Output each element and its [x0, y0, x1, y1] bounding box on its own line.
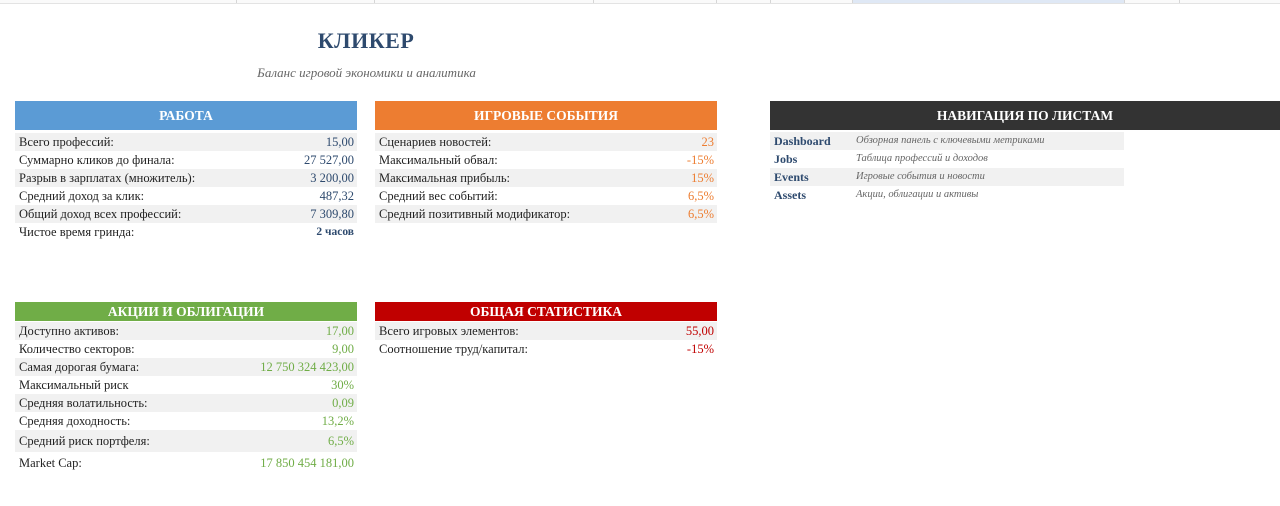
- row-label: Средний позитивный модификатор:: [379, 207, 571, 221]
- nav-link[interactable]: Dashboard: [774, 134, 831, 148]
- table-row[interactable]: [375, 322, 717, 340]
- row-label: Доступно активов:: [19, 324, 119, 338]
- table-row[interactable]: [375, 340, 717, 358]
- column-separator: [852, 0, 853, 3]
- nav-item-assets[interactable]: [770, 186, 1124, 204]
- row-value: 15%: [691, 171, 714, 185]
- row-label: Средний вес событий:: [379, 189, 498, 203]
- row-value: 2 часов: [316, 226, 354, 238]
- jobs-table: [15, 133, 357, 241]
- events-header[interactable]: ИГРОВЫЕ СОБЫТИЯ: [375, 101, 717, 130]
- events-panel: [375, 101, 717, 223]
- row-label: Всего профессий:: [19, 135, 114, 149]
- row-value: 30%: [331, 378, 354, 392]
- row-label: Количество секторов:: [19, 342, 135, 356]
- row-label: Максимальный обвал:: [379, 153, 498, 167]
- table-row[interactable]: [15, 223, 357, 241]
- table-row[interactable]: [375, 169, 717, 187]
- row-label: Market Cap:: [19, 456, 82, 470]
- table-row[interactable]: [15, 376, 357, 394]
- nav-description: Акции, облигации и активы: [856, 189, 979, 200]
- table-row[interactable]: [375, 187, 717, 205]
- row-value: 17 850 454 181,00: [260, 456, 354, 470]
- selected-columns-strip: [852, 0, 1124, 3]
- table-row[interactable]: [15, 412, 357, 430]
- column-separator: [236, 0, 237, 3]
- row-label: Средняя доходность:: [19, 414, 131, 428]
- nav-link[interactable]: Jobs: [774, 152, 798, 166]
- row-value: 17,00: [325, 324, 354, 338]
- stats-panel: [375, 302, 717, 358]
- row-value: 3 200,00: [310, 171, 354, 185]
- row-value: 6,5%: [327, 434, 354, 448]
- row-label: Максимальный риск: [19, 378, 129, 392]
- stocks-header[interactable]: АКЦИИ И ОБЛИГАЦИИ: [15, 302, 357, 321]
- row-value: 6,5%: [687, 189, 714, 203]
- row-label: Суммарно кликов до финала:: [19, 153, 175, 167]
- column-separator: [1179, 0, 1180, 3]
- row-value: 6,5%: [687, 207, 714, 221]
- row-value: 12 750 324 423,00: [260, 360, 354, 374]
- column-separator: [716, 0, 717, 3]
- row-value: 55,00: [685, 324, 714, 338]
- row-value: 7 309,80: [310, 207, 354, 221]
- page-subtitle: Баланс игровой экономики и аналитика: [257, 65, 476, 80]
- navigation-header[interactable]: НАВИГАЦИЯ ПО ЛИСТАМ: [770, 101, 1280, 130]
- table-row[interactable]: [15, 394, 357, 412]
- nav-link[interactable]: Events: [774, 170, 809, 184]
- stats-table: [375, 322, 717, 358]
- row-label: Чистое время гринда:: [19, 225, 135, 239]
- table-row[interactable]: [15, 187, 357, 205]
- table-row[interactable]: [15, 452, 357, 474]
- row-value: 23: [701, 135, 714, 149]
- row-label: Всего игровых элементов:: [379, 324, 519, 338]
- row-value: 27 527,00: [304, 153, 354, 167]
- navigation-panel: [770, 101, 1280, 204]
- table-row[interactable]: [15, 430, 357, 452]
- navigation-list: [770, 132, 1124, 204]
- row-value: -15%: [686, 342, 714, 356]
- row-value: 13,2%: [321, 414, 354, 428]
- column-separator: [1124, 0, 1125, 3]
- table-row[interactable]: [15, 358, 357, 376]
- table-row[interactable]: [375, 133, 717, 151]
- table-row[interactable]: [375, 205, 717, 223]
- table-row[interactable]: [15, 205, 357, 223]
- table-row[interactable]: [15, 133, 357, 151]
- nav-item-dashboard[interactable]: [770, 132, 1124, 150]
- column-separator: [593, 0, 594, 3]
- nav-link[interactable]: Assets: [774, 188, 806, 202]
- page-title: КЛИКЕР: [317, 28, 415, 53]
- row-label: Самая дорогая бумага:: [19, 360, 140, 374]
- column-separator: [374, 0, 375, 3]
- nav-item-events[interactable]: [770, 168, 1124, 186]
- jobs-header[interactable]: РАБОТА: [15, 101, 357, 130]
- stats-header[interactable]: ОБЩАЯ СТАТИСТИКА: [375, 302, 717, 321]
- row-label: Средняя волатильность:: [19, 396, 148, 410]
- table-row[interactable]: [15, 340, 357, 358]
- row-label: Сценариев новостей:: [379, 135, 492, 149]
- stocks-panel: [15, 302, 357, 474]
- row-label: Максимальная прибыль:: [379, 171, 510, 185]
- table-row[interactable]: [15, 151, 357, 169]
- column-separator: [770, 0, 771, 3]
- jobs-panel: [15, 101, 357, 241]
- row-label: Общий доход всех профессий:: [19, 207, 182, 221]
- table-row[interactable]: [15, 169, 357, 187]
- nav-description: Игровые события и новости: [856, 171, 985, 182]
- table-row[interactable]: [375, 151, 717, 169]
- row-value: -15%: [686, 153, 714, 167]
- row-label: Разрыв в зарплатах (множитель):: [19, 171, 196, 185]
- row-value: 9,00: [332, 342, 354, 356]
- table-row[interactable]: [15, 322, 357, 340]
- row-value: 0,09: [332, 396, 354, 410]
- row-label: Средний риск портфеля:: [19, 434, 150, 448]
- events-table: [375, 133, 717, 223]
- nav-description: Обзорная панель с ключевыми метриками: [856, 135, 1045, 146]
- stocks-table: [15, 322, 357, 474]
- row-value: 487,32: [319, 189, 354, 203]
- nav-item-jobs[interactable]: [770, 150, 1124, 168]
- row-value: 15,00: [325, 135, 354, 149]
- nav-description: Таблица профессий и доходов: [856, 153, 988, 164]
- row-label: Соотношение труд/капитал:: [379, 342, 528, 356]
- row-label: Средний доход за клик:: [19, 189, 145, 203]
